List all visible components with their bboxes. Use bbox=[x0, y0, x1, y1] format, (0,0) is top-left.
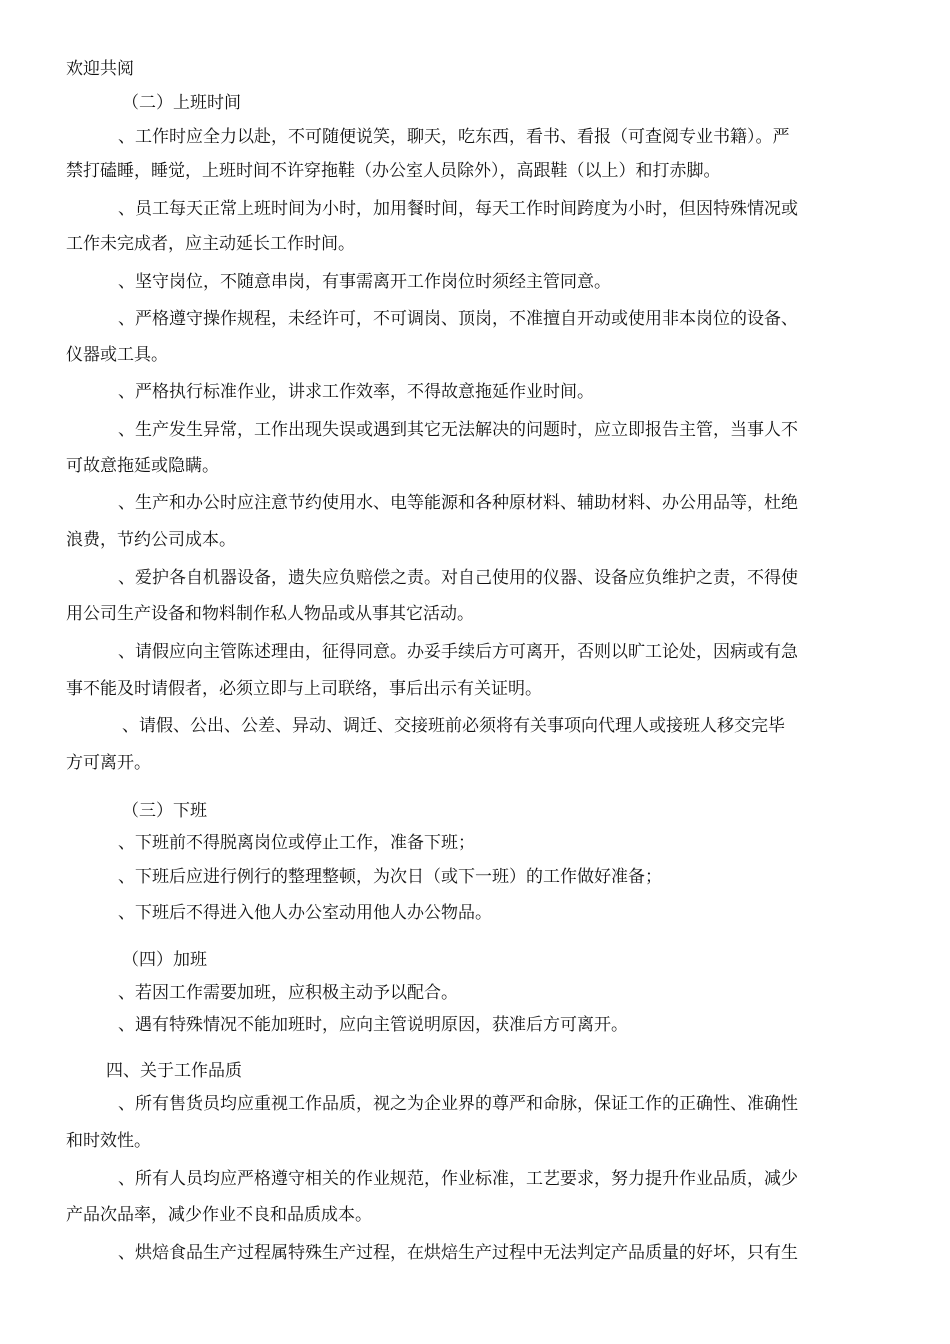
paragraph-line: 、所有售货员均应重视工作品质，视之为企业界的尊严和命脉，保证工作的正确性、准确性 bbox=[118, 1094, 798, 1114]
paragraph-line: 、坚守岗位，不随意串岗，有事需离开工作岗位时须经主管同意。 bbox=[118, 272, 611, 292]
paragraph-line: 禁打磕睡，睡觉，上班时间不许穿拖鞋（办公室人员除外），高跟鞋（以上）和打赤脚。 bbox=[66, 161, 721, 181]
paragraph-line: 事不能及时请假者，必须立即与上司联络，事后出示有关证明。 bbox=[66, 679, 542, 699]
paragraph-line: 方可离开。 bbox=[66, 753, 151, 773]
section-heading: （四）加班 bbox=[122, 950, 207, 970]
section-heading: （三）下班 bbox=[122, 801, 207, 821]
paragraph-line: 浪费，节约公司成本。 bbox=[66, 530, 236, 550]
paragraph-line: 、请假应向主管陈述理由，征得同意。办妥手续后方可离开，否则以旷工论处，因病或有急 bbox=[118, 642, 798, 662]
paragraph-line: 用公司生产设备和物料制作私人物品或从事其它活动。 bbox=[66, 604, 474, 624]
paragraph-line: 、严格执行标准作业，讲求工作效率，不得故意拖延作业时间。 bbox=[118, 382, 594, 402]
paragraph-line: 、生产发生异常，工作出现失误或遇到其它无法解决的问题时，应立即报告主管，当事人不 bbox=[118, 420, 798, 440]
paragraph-line: 产品次品率，减少作业不良和品质成本。 bbox=[66, 1205, 372, 1225]
paragraph-line: 、请假、公出、公差、异动、调迁、交接班前必须将有关事项向代理人或接班人移交完毕 bbox=[122, 716, 785, 736]
page-header: 欢迎共阅 bbox=[66, 59, 134, 79]
paragraph-line: 、爱护各自机器设备，遗失应负赔偿之责。对自己使用的仪器、设备应负维护之责，不得使 bbox=[118, 568, 798, 588]
paragraph-line: 、工作时应全力以赴，不可随便说笑，聊天，吃东西，看书、看报（可查阅专业书籍）。严 bbox=[118, 127, 790, 147]
paragraph-line: 、烘焙食品生产过程属特殊生产过程，在烘焙生产过程中无法判定产品质量的好坏，只有生 bbox=[118, 1243, 798, 1263]
paragraph-line: 、下班后不得进入他人办公室动用他人办公物品。 bbox=[118, 903, 492, 923]
section-heading: 四、关于工作品质 bbox=[106, 1061, 242, 1081]
section-heading: （二）上班时间 bbox=[122, 93, 241, 113]
paragraph-line: 、生产和办公时应注意节约使用水、电等能源和各种原材料、辅助材料、办公用品等，杜绝 bbox=[118, 493, 798, 513]
paragraph-line: 可故意拖延或隐瞒。 bbox=[66, 456, 219, 476]
paragraph-line: 、下班前不得脱离岗位或停止工作，准备下班； bbox=[118, 833, 475, 853]
paragraph-line: 工作未完成者，应主动延长工作时间。 bbox=[66, 234, 355, 254]
paragraph-line: 、下班后应进行例行的整理整顿，为次日（或下一班）的工作做好准备； bbox=[118, 867, 662, 887]
paragraph-line: 、遇有特殊情况不能加班时，应向主管说明原因，获准后方可离开。 bbox=[118, 1015, 628, 1035]
paragraph-line: 、严格遵守操作规程，未经许可，不可调岗、顶岗，不准擅自开动或使用非本岗位的设备、 bbox=[118, 309, 798, 329]
paragraph-line: 、员工每天正常上班时间为小时，加用餐时间，每天工作时间跨度为小时，但因特殊情况或 bbox=[118, 199, 798, 219]
paragraph-line: 、若因工作需要加班，应积极主动予以配合。 bbox=[118, 983, 458, 1003]
paragraph-line: 和时效性。 bbox=[66, 1131, 151, 1151]
paragraph-line: 、所有人员均应严格遵守相关的作业规范，作业标准，工艺要求，努力提升作业品质，减少 bbox=[118, 1169, 798, 1189]
paragraph-line: 仪器或工具。 bbox=[66, 345, 168, 365]
